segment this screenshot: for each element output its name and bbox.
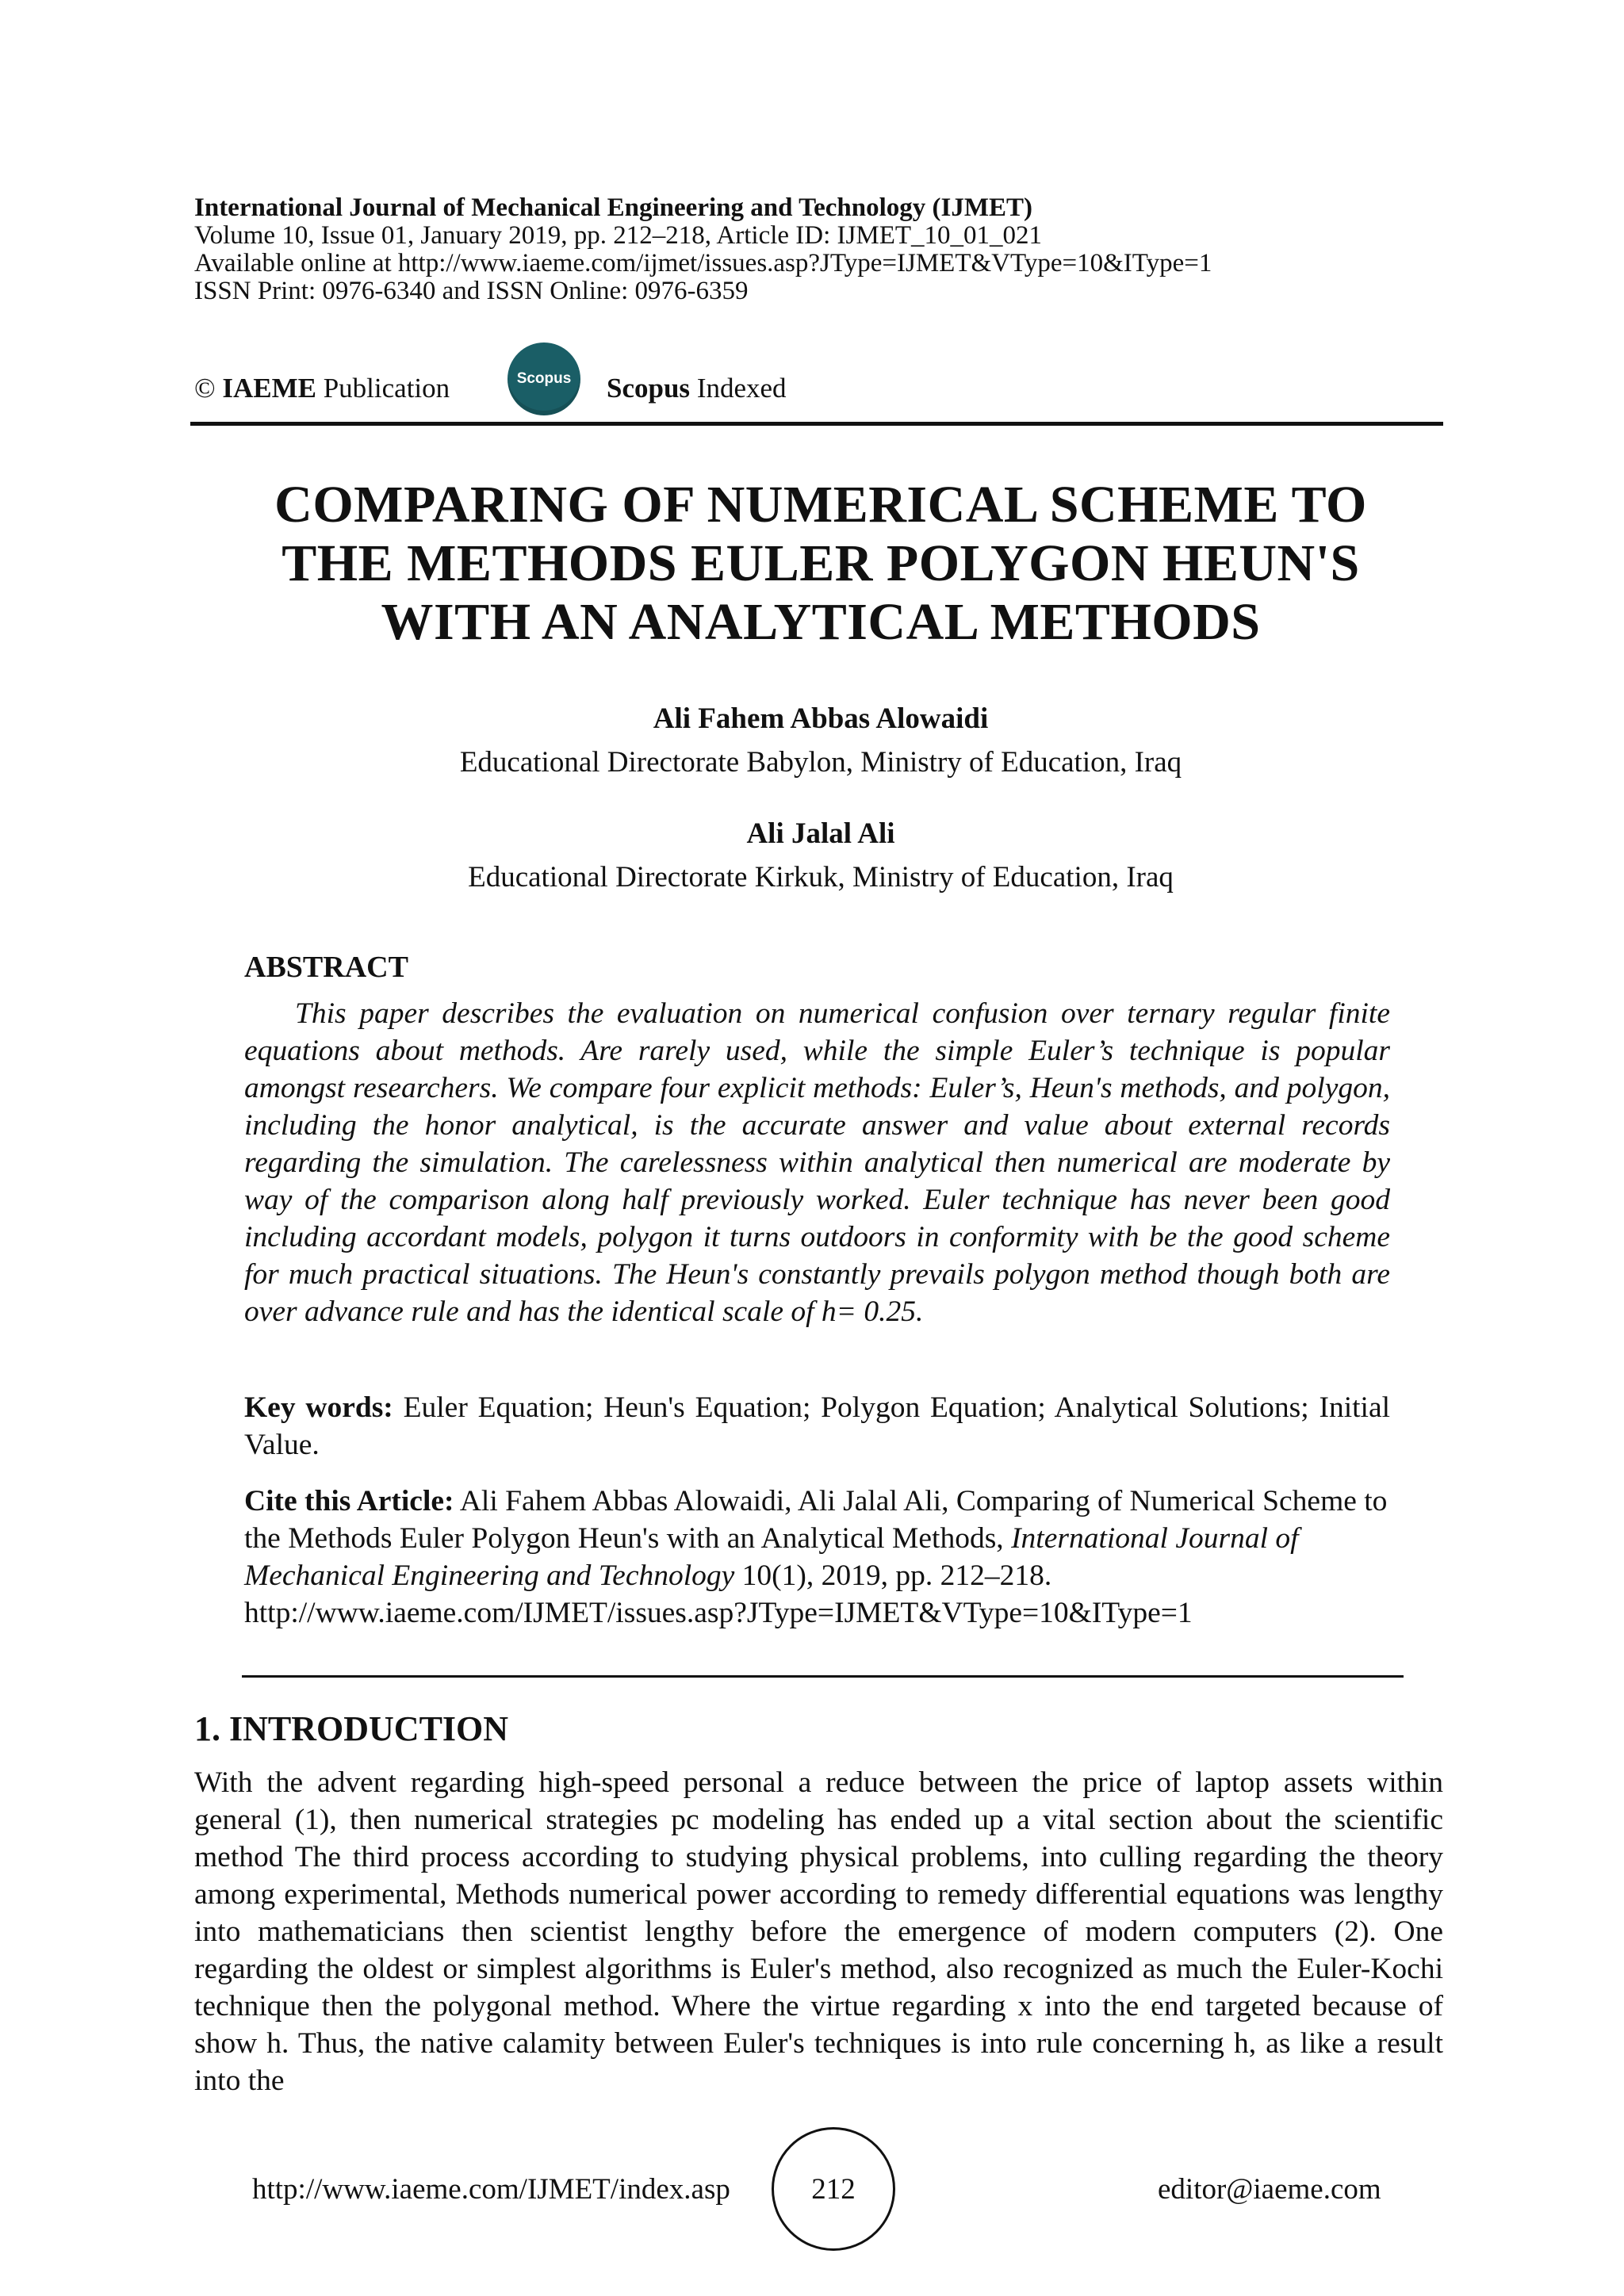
title-line-1: COMPARING OF NUMERICAL SCHEME TO: [274, 476, 1367, 534]
title-line-3: WITH AN ANALYTICAL METHODS: [381, 593, 1261, 651]
publisher-label: Publication: [323, 373, 450, 404]
author-2-affiliation: Educational Directorate Kirkuk, Ministry of Education, Iraq: [468, 861, 1174, 894]
citation-block: [244, 1483, 1390, 1632]
footer-journal-link[interactable]: http://www.iaeme.com/IJMET/index.asp: [252, 2173, 730, 2206]
header-divider: [190, 422, 1443, 426]
citation-details: 10(1), 2019, pp. 212–218.: [741, 1559, 1052, 1592]
journal-title: International Journal of Mechanical Engineering and Technology (IJMET): [194, 193, 1032, 222]
indexed-label: Indexed: [696, 373, 787, 404]
author-1-name: Ali Fahem Abbas Alowaidi: [653, 702, 989, 735]
citation-text: Ali Fahem Abbas Alowaidi, Ali Jalal Ali, Comparing of Numerical Scheme to the Methods Euler Polygon Heun's with an Analytical Methods,: [244, 1485, 1388, 1555]
publication-row: [194, 365, 1447, 420]
issn-line: ISSN Print: 0976-6340 and ISSN Online: 0976-6359: [194, 277, 749, 305]
title-line-2: THE METHODS EULER POLYGON HEUN'S: [282, 534, 1360, 592]
available-online-line: Available online at http://www.iaeme.com/ijmet/issues.asp?JType=IJMET&VType=10&IType=1: [194, 249, 1212, 277]
author-2-name: Ali Jalal Ali: [746, 817, 895, 850]
publisher-name: IAEME: [222, 373, 316, 404]
copyright-icon: ©: [194, 373, 216, 404]
keywords: [244, 1389, 1390, 1464]
volume-line: Volume 10, Issue 01, January 2019, pp. 212–218, Article ID: IJMET_10_01_021: [194, 221, 1043, 250]
scopus-logo: [508, 342, 580, 415]
scopus-label: Scopus: [607, 373, 691, 404]
keywords-text: Euler Equation; Heun's Equation; Polygon Equation; Analytical Solutions; Initial Value.: [244, 1391, 1391, 1461]
publisher-credit: [194, 373, 450, 404]
citation-label: Cite this Article:: [244, 1485, 454, 1517]
scopus-indexed: [607, 373, 787, 404]
page-number-text: 212: [811, 2172, 856, 2206]
scopus-logo-text: Scopus: [516, 370, 572, 387]
introduction-text: With the advent regarding high-speed personal a reduce between the price of laptop assets within general (1), then numerical strategies pc modeling has ended up a vital section about the scientific method The third process according to studying physical problems, into culling regarding the theory among experimental, Methods numerical power according to remedy differential equations was lengthy into mathematicians then scientist lengthy before the emergence of modern computers (2). One regarding the oldest or simplest algorithms is Euler's method, also recognized as much the Euler-Kochi technique then the polygonal method. Where the virtue regarding x into the end targeted because of show h. Thus, the native calamity between Euler's techniques is into rule concerning h, as like a result into the: [194, 1766, 1443, 2097]
abstract-text: This paper describes the evaluation on numerical confusion over ternary regular finite equations about methods. Are rarely used, while the simple Euler’s technique is popular amongst researchers. We compare four explicit methods: Euler’s, Heun's methods, and polygon, including the honor analytical, is the accurate answer and value about external records regarding the simulation. The carelessness within analytical then numerical are moderate by way of the comparison along half previously worked. Euler technique has never been good including accordant models, polygon it turns outdoors in conformity with be the good scheme for much practical situations. The Heun's constantly prevails polygon method though both are over advance rule and has the identical scale of h= 0.25.: [244, 997, 1390, 1328]
author-1-affiliation: Educational Directorate Babylon, Ministry of Education, Iraq: [459, 746, 1182, 779]
citation-divider: [242, 1675, 1404, 1678]
paper-title: [194, 476, 1447, 652]
page-number: [772, 2127, 895, 2251]
journal-header: [194, 194, 1447, 305]
citation-url[interactable]: http://www.iaeme.com/IJMET/issues.asp?JType=IJMET&VType=10&IType=1: [244, 1597, 1193, 1629]
footer-email[interactable]: editor@iaeme.com: [1158, 2173, 1381, 2206]
keywords-label: Key words:: [244, 1391, 393, 1424]
citation-journal: International Journal of Mechanical Engineering and Technology: [244, 1522, 1299, 1592]
abstract-heading: ABSTRACT: [244, 951, 408, 984]
introduction-heading: 1. INTRODUCTION: [194, 1709, 509, 1748]
